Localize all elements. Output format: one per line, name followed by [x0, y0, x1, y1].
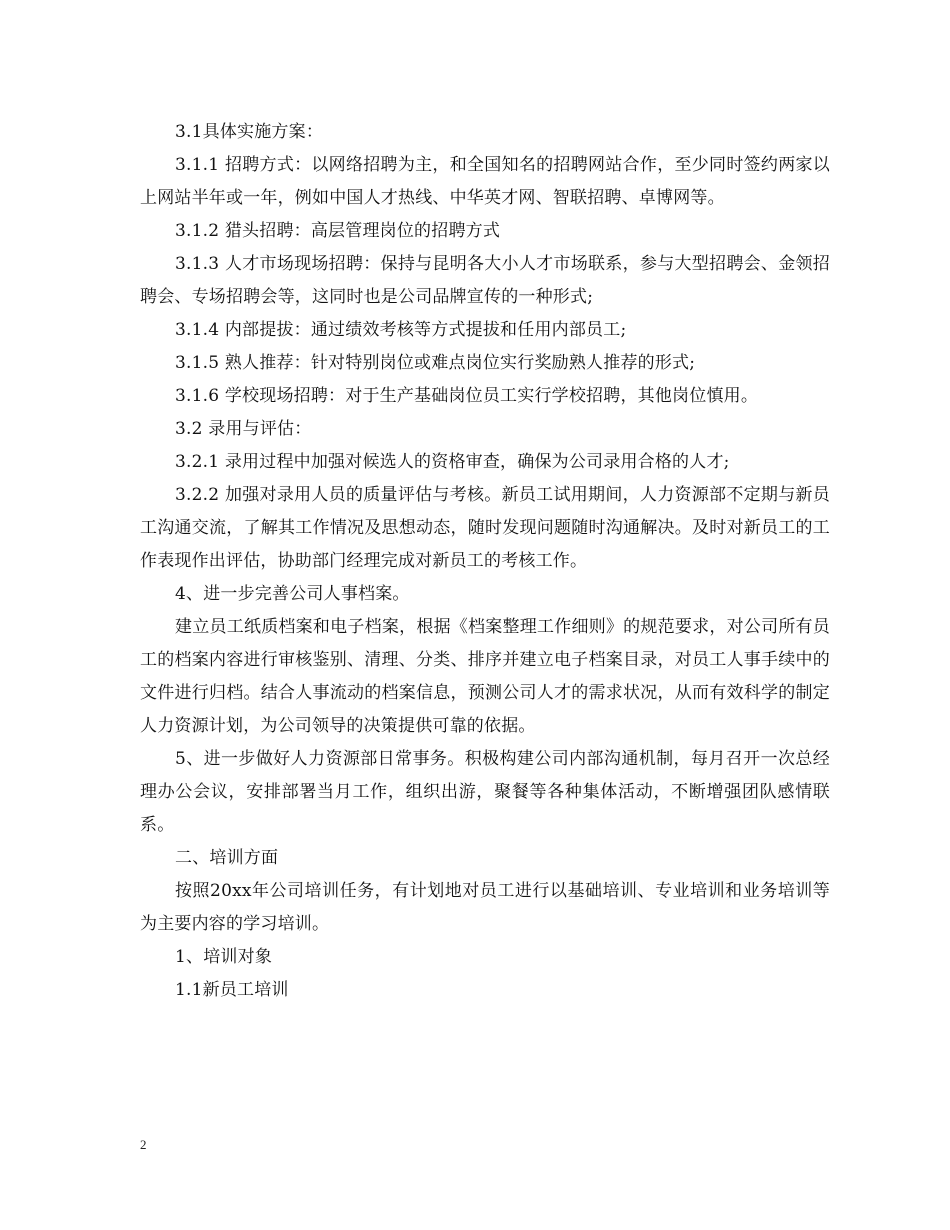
paragraph-3-1-1: 3.1.1 招聘方式：以网络招聘为主，和全国知名的招聘网站合作，至少同时签约两家以上网站半年或一年，例如中国人才热线、中华英才网、智联招聘、卓博网等。 [140, 155, 830, 208]
paragraph-3-1-heading: 3.1具体实施方案： [175, 122, 324, 142]
paragraph-3-1-6: 3.1.6 学校现场招聘：对于生产基础岗位员工实行学校招聘，其他岗位慎用。 [175, 386, 759, 406]
paragraph-3-2-1: 3.2.1 录用过程中加强对候选人的资格审查，确保为公司录用合格的人才; [175, 452, 730, 472]
page-number: 2 [140, 1137, 147, 1152]
paragraph-3-2-heading: 3.2 录用与评估： [175, 419, 312, 439]
training-intro: 按照20xx年公司培训任务，有计划地对员工进行以基础培训、专业培训和业务培训等为主要内容的学习培训。 [140, 881, 830, 934]
paragraph-3-1-2: 3.1.2 猎头招聘：高层管理岗位的招聘方式 [175, 221, 501, 241]
paragraph-3-2-2: 3.2.2 加强对录用人员的质量评估与考核。新员工试用期间，人力资源部不定期与新员工沟通交流，了解其工作情况及思想动态，随时发现问题随时沟通解决。及时对新员工的工作表现作出评估，协助部门经理完成对新员工的考核工作。 [140, 485, 830, 571]
training-target-heading: 1、培训对象 [175, 947, 273, 967]
training-section-heading: 二、培训方面 [175, 848, 279, 868]
section-5-body: 5、进一步做好人力资源部日常事务。积极构建公司内部沟通机制，每月召开一次总经理办公会议，安排部署当月工作，组织出游，聚餐等各种集体活动，不断增强团队感情联系。 [140, 749, 830, 835]
paragraph-3-1-4: 3.1.4 内部提拔：通过绩效考核等方式提拔和任用内部员工; [175, 320, 627, 340]
paragraph-3-1-5: 3.1.5 熟人推荐：针对特别岗位或难点岗位实行奖励熟人推荐的形式; [175, 353, 696, 373]
document-body [140, 116, 830, 1007]
section-4-heading: 4、进一步完善公司人事档案。 [175, 584, 410, 604]
section-4-body: 建立员工纸质档案和电子档案，根据《档案整理工作细则》的规范要求，对公司所有员工的档案内容进行审核鉴别、清理、分类、排序并建立电子档案目录，对员工人事手续中的文件进行归档。结合人事流动的档案信息，预测公司人才的需求状况，从而有效科学的制定人力资源计划，为公司领导的决策提供可靠的依据。 [140, 617, 830, 736]
paragraph-3-1-3: 3.1.3 人才市场现场招聘：保持与昆明各大小人才市场联系，参与大型招聘会、金领招聘会、专场招聘会等，这同时也是公司品牌宣传的一种形式; [140, 254, 830, 307]
new-employee-training-heading: 1.1新员工培训 [175, 980, 289, 1000]
